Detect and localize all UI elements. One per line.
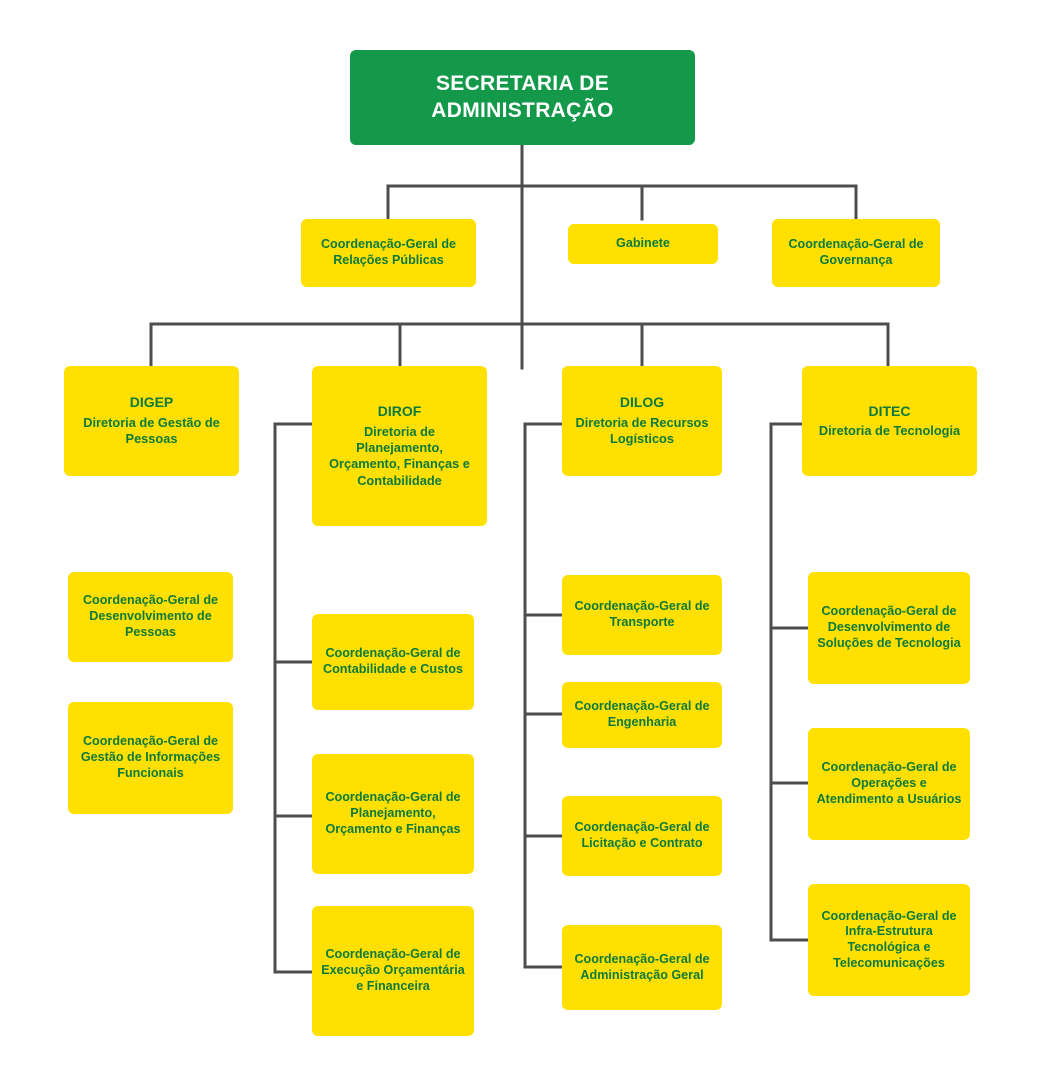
node-acronym: DIROF: [377, 403, 422, 419]
node-label: Coordenação-Geral de Contabilidade e Custos: [323, 646, 463, 676]
node-label: Coordenação-Geral de Relações Públicas: [320, 237, 457, 267]
node-staff-governanca[interactable]: [772, 219, 940, 287]
node-label: Coordenação-Geral de Desenvolvimento de Pessoas: [82, 593, 219, 639]
node-label: Coordenação-Geral de Transporte: [574, 599, 710, 629]
node-coordination-gestao-informacoes-funcionais[interactable]: [68, 702, 233, 814]
node-label: Coordenação-Geral de Administração Geral: [574, 951, 710, 982]
node-coordination-licitacao-contrato[interactable]: [562, 796, 722, 876]
node-name: Diretoria de Gestão de Pessoas: [83, 414, 220, 447]
node-label: Coordenação-Geral de Governança: [788, 237, 924, 267]
node-staff-gabinete[interactable]: [568, 224, 718, 264]
node-coordination-infraestrutura-tecnologica-telecom[interactable]: [808, 884, 970, 996]
node-label: Coordenação-Geral de Execução Orçamentária e Financeira: [321, 947, 465, 993]
node-label: Coordenação-Geral de Desenvolvimento de Soluções de Tecnologia: [817, 604, 961, 650]
node-name: Diretoria de Planejamento, Orçamento, Finanças e Contabilidade: [329, 423, 470, 488]
node-coordination-planejamento-orcamento-financas[interactable]: [312, 754, 474, 874]
node-directorate-digep[interactable]: [64, 366, 239, 476]
node-acronym: DITEC: [868, 402, 911, 419]
node-coordination-desenvolvimento-solucoes-tecnologia[interactable]: [808, 572, 970, 684]
node-coordination-desenvolvimento-pessoas[interactable]: [68, 572, 233, 662]
node-label: Coordenação-Geral de Gestão de Informações Funcionais: [80, 734, 221, 780]
node-coordination-transporte[interactable]: [562, 575, 722, 655]
node-label: Coordenação-Geral de Planejamento, Orçamento e Finanças: [325, 790, 461, 836]
node-staff-relacoes-publicas[interactable]: [301, 219, 476, 287]
node-name: Diretoria de Recursos Logísticos: [575, 414, 709, 447]
node-label: Coordenação-Geral de Infra-Estrutura Tecnológica e Telecomunicações: [821, 908, 957, 970]
node-directorate-dilog[interactable]: [562, 366, 722, 476]
node-coordination-engenharia[interactable]: [562, 682, 722, 748]
node-label: Gabinete: [616, 236, 670, 251]
node-acronym: DIGEP: [129, 394, 174, 411]
node-label: Coordenação-Geral de Operações e Atendimento a Usuários: [816, 760, 962, 806]
node-root[interactable]: [350, 50, 695, 145]
node-name: Diretoria de Tecnologia: [818, 423, 961, 439]
node-directorate-ditec[interactable]: [802, 366, 977, 476]
node-label: Coordenação-Geral de Licitação e Contrato: [574, 820, 710, 850]
node-coordination-operacoes-atendimento-usuarios[interactable]: [808, 728, 970, 840]
node-root-label: SECRETARIA DE ADMINISTRAÇÃO: [431, 72, 614, 122]
node-directorate-dirof[interactable]: [312, 366, 487, 526]
node-coordination-contabilidade-custos[interactable]: [312, 614, 474, 710]
node-acronym: DILOG: [619, 394, 665, 411]
node-coordination-administracao-geral[interactable]: [562, 925, 722, 1010]
node-coordination-execucao-orcamentaria-financeira[interactable]: [312, 906, 474, 1036]
node-label: Coordenação-Geral de Engenharia: [574, 699, 710, 729]
